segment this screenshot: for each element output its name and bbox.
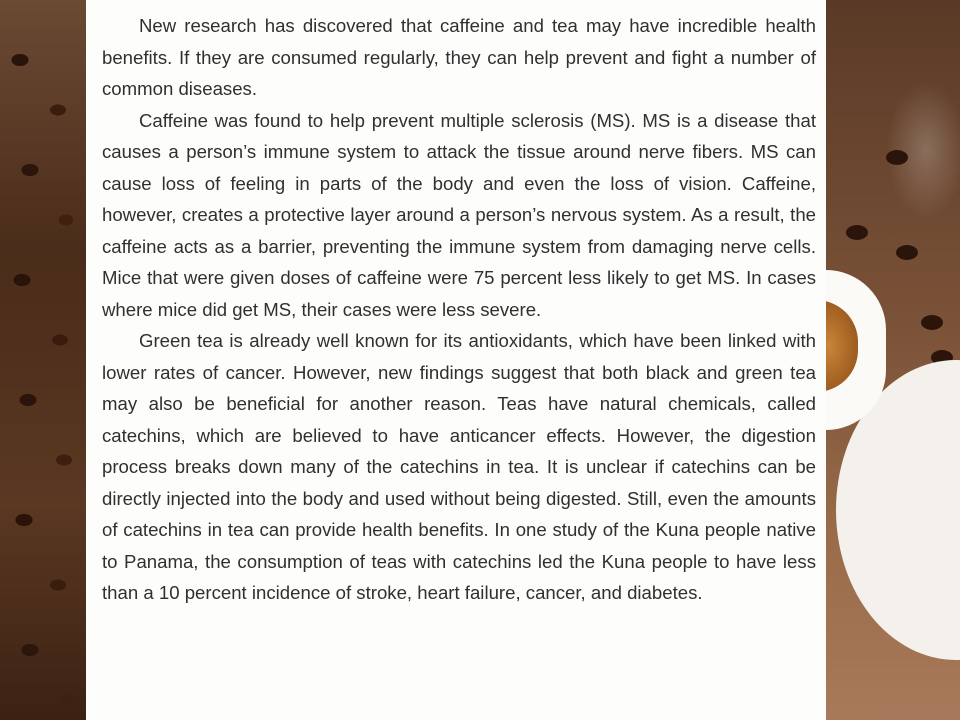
coffee-bean bbox=[886, 150, 908, 165]
article-page bbox=[86, 0, 826, 720]
article-paragraph-1: New research has discovered that caffeine and tea may have incredible health benefits. If they are consumed regularly, they can help prevent and fight a number of common diseases. bbox=[102, 15, 816, 99]
coffee-cup-background-image bbox=[826, 0, 960, 720]
article-paragraph-3: Green tea is already well known for its antioxidants, which have been linked with lower rates of cancer. However, new findings suggest that both black and green tea may also be beneficial for another reason. Teas have natural chemicals, called catechins, which are believed to have anticancer effects. However, the digestion process breaks down many of the catechins in tea. It is unclear if catechins can be directly injected into the body and used without being digested. Still, even the amounts of catechins in tea can provide health benefits. In one study of the Kuna people native to Panama, the consumption of teas with catechins led the Kuna people to have less than a 10 percent incidence of stroke, heart failure, cancer, and diabetes. bbox=[102, 330, 816, 603]
coffee-bean bbox=[896, 245, 918, 260]
coffee-beans-background-image bbox=[0, 0, 86, 720]
coffee-bean bbox=[846, 225, 868, 240]
article-paragraph-2: Caffeine was found to help prevent multiple sclerosis (MS). MS is a disease that causes a person’s immune system to attack the tissue around nerve fibers. MS can cause loss of feeling in parts of the body and even the loss of vision. Caffeine, however, creates a protective layer around a person’s nervous system. As a result, the caffeine acts as a barrier, preventing the immune system from damaging nerve cells. Mice that were given doses of caffeine were 75 percent less likely to get MS. In cases where mice did get MS, their cases were less severe. bbox=[102, 109, 816, 320]
coffee-bean bbox=[921, 315, 943, 330]
